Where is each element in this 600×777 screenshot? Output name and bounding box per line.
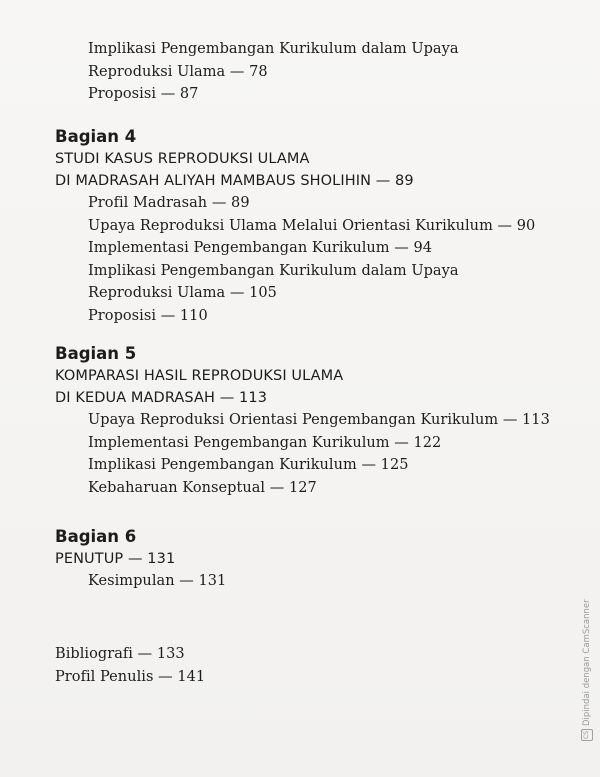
section-bagian-6 xyxy=(55,526,226,593)
scanner-watermark xyxy=(580,541,594,741)
toc-entry: Upaya Reproduksi Orientasi Pengembangan Kurikulum — 113 xyxy=(88,412,550,428)
toc-entry-author-profile: Profil Penulis — 141 xyxy=(55,668,206,685)
section-heading: Bagian 5 xyxy=(55,344,137,363)
section-title-line: KOMPARASI HASIL REPRODUKSI ULAMA xyxy=(55,368,344,384)
section-bagian-4 xyxy=(55,126,535,327)
section-title-line: PENUTUP — 131 xyxy=(55,551,176,567)
section-heading: Bagian 4 xyxy=(55,127,137,146)
toc-entry: Proposisi — 110 xyxy=(88,307,208,324)
section-title-line: DI KEDUA MADRASAH — 113 xyxy=(55,390,268,406)
toc-entry: Kebaharuan Konseptual — 127 xyxy=(88,479,317,496)
toc-continuation xyxy=(55,38,459,106)
toc-entry: Kesimpulan — 131 xyxy=(88,573,227,589)
toc-entry: Profil Madrasah — 89 xyxy=(88,195,250,211)
toc-entry: Implikasi Pengembangan Kurikulum — 125 xyxy=(88,457,409,473)
toc-entry: Upaya Reproduksi Ulama Melalui Orientasi Kurikulum — 90 xyxy=(88,217,536,234)
section-heading: Bagian 6 xyxy=(55,527,137,546)
toc-entry: Implikasi Pengembangan Kurikulum dalam Upaya xyxy=(88,41,459,57)
section-title-line: STUDI KASUS REPRODUKSI ULAMA xyxy=(55,151,310,167)
toc-entry: Implikasi Pengembangan Kurikulum dalam Upaya xyxy=(88,262,459,279)
toc-entry: Reproduksi Ulama — 78 xyxy=(88,63,268,80)
camscanner-logo-icon: CS xyxy=(581,729,593,741)
toc-appendix xyxy=(55,643,205,688)
toc-entry-bibliography: Bibliografi — 133 xyxy=(55,646,185,662)
toc-entry: Implementasi Pengembangan Kurikulum — 94 xyxy=(88,240,433,256)
toc-entry: Reproduksi Ulama — 105 xyxy=(88,285,277,301)
toc-entry: Proposisi — 87 xyxy=(88,86,199,102)
section-bagian-5 xyxy=(55,343,550,499)
watermark-text: Dipindai dengan CamScanner xyxy=(582,599,592,726)
toc-entry: Implementasi Pengembangan Kurikulum — 122 xyxy=(88,434,442,451)
section-title-line: DI MADRASAH ALIYAH MAMBAUS SHOLIHIN — 89 xyxy=(55,173,414,189)
